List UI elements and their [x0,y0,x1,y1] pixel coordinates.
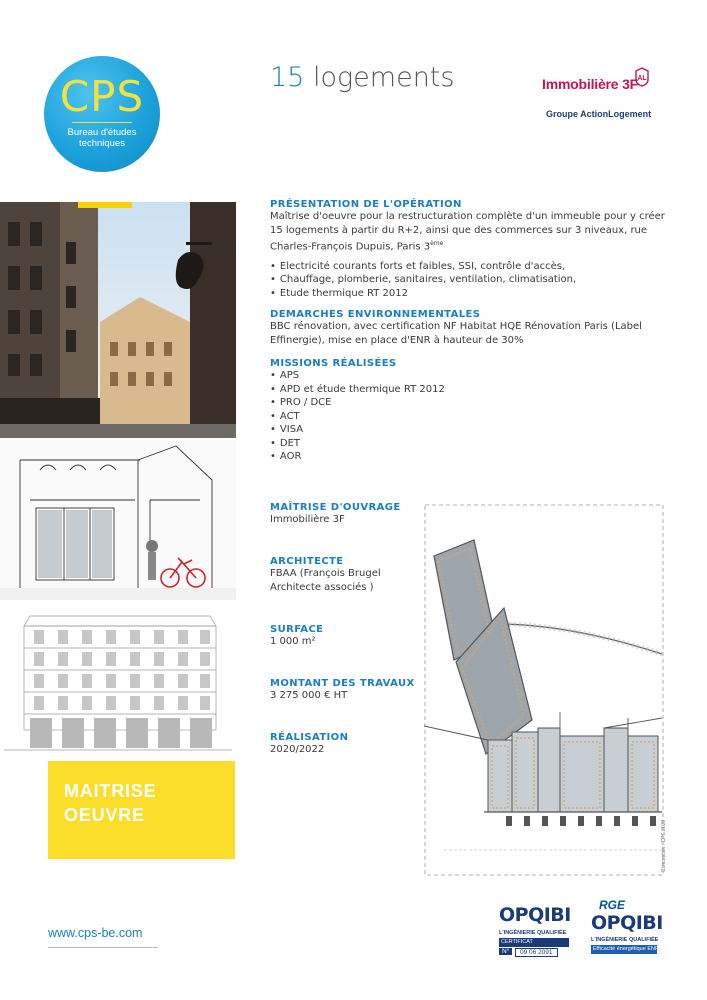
budget-block [270,678,430,703]
logo-title: CPS [59,72,145,121]
missions-list [270,369,670,464]
rge-label: RGE [599,898,626,912]
logo-subtitle [54,127,150,149]
owner-value: Immobilière 3F [270,514,345,525]
realisation-heading: RÉALISATION [270,732,349,743]
missions-list-item: • DET [270,437,670,451]
opqibi-certificate-logo [497,904,577,954]
opqibi-number-label: N° [499,948,512,955]
surface-block [270,624,430,649]
rge-opqibi-tagline: L'INGÉNIERIE QUALIFIÉE [591,937,659,943]
presentation-text-body: Maîtrise d'oeuvre pour la restructuration complète d'un immeuble pour y créer 15 logements à partir du R+2, ainsi que des commerces sur 3 niveaux, rue Charles-François Dupuis, Paris 3 [270,211,665,253]
opqibi-brand: OPQIBI [499,904,571,926]
missions-list-item: • APD et étude thermique RT 2012 [270,383,670,397]
client-logo [542,67,652,123]
missions-list-item: • AOR [270,450,670,464]
presentation-text [270,210,670,254]
mission-type-box [48,761,235,859]
missions-list-item: • APS [270,369,670,383]
plan-credit: Conception : CPS 2020 [661,819,667,872]
client-logo-badge-text: AL [637,75,647,82]
storefront-sketch [0,440,236,600]
presentation-list-item: • Chauffage, plomberie, sanitaires, ventilation, climatisation, [270,273,670,287]
presentation-list-item: • Etude thermique RT 2012 [270,287,670,301]
architect-line2: Architecte associés ) [270,581,374,593]
cps-logo [44,56,160,172]
realisation-value: 2020/2022 [270,744,325,755]
presentation-heading: PRÉSENTATION DE L'OPÉRATION [270,199,462,210]
project-description [270,199,670,464]
client-logo-badge-icon [634,67,650,87]
opqibi-certificate-number: 09 06 2091 [515,948,558,957]
opqibi-certificate-band: CERTIFICAT [499,938,569,947]
environment-text: BBC rénovation, avec certification NF Habitat HQE Rénovation Paris (Label Effinergie), mise en place d'ENR à hauteur de 30% [270,321,642,346]
client-logo-name: Immobilière 3F [542,76,639,92]
presentation-list-item: • Electricité courants forts et faibles, SSI, contrôle d'accès, [270,260,670,274]
presentation-list [270,260,670,301]
surface-value: 1 000 m² [270,636,316,647]
environment-heading: DEMARCHES ENVIRONNEMENTALES [270,309,481,321]
mission-type-label [64,779,156,827]
architect-heading: ARCHITECTE [270,556,344,567]
page-title [270,62,454,93]
rge-opqibi-brand: OPQIBI [591,912,663,934]
website-link[interactable]: www.cps-be.com [48,926,143,940]
facade-drawing [0,604,236,754]
budget-heading: MONTANT DES TRAVAUX [270,678,415,689]
street-photo [0,202,236,438]
budget-value: 3 275 000 € HT [270,690,348,701]
surface-heading: SURFACE [270,624,324,635]
opqibi-tagline: L'INGÉNIERIE QUALIFIÉE [499,930,567,936]
owner-heading: MAÎTRISE D'OUVRAGE [270,502,401,513]
title-text: logements [304,62,455,93]
owner-block [270,502,430,527]
rge-efficiency-band: Efficacité énergétique ENR [593,946,659,952]
rge-opqibi-logo [589,898,669,954]
title-number: 15 [270,62,305,93]
architect-block [270,556,430,594]
missions-heading: MISSIONS RÉALISÉES [270,358,397,370]
mission-type-line1: MAITRISE [64,781,157,801]
logo-subtitle-line1: Bureau d'études [67,127,137,138]
photo-accent-bar [78,202,132,208]
presentation-text-sup: ème [430,240,444,247]
logo-subtitle-line2: techniques [79,138,125,149]
missions-list-item: • PRO / DCE [270,396,670,410]
missions-list-item: • VISA [270,423,670,437]
floor-plan [424,504,664,876]
realisation-block [270,732,430,757]
architect-line1: FBAA (François Brugel [270,568,381,579]
logo-divider [72,122,132,123]
missions-list-item: • ACT [270,410,670,424]
mission-type-line2: OEUVRE [64,805,145,825]
website-underline [48,947,158,948]
client-logo-group: Groupe ActionLogement [546,109,652,119]
